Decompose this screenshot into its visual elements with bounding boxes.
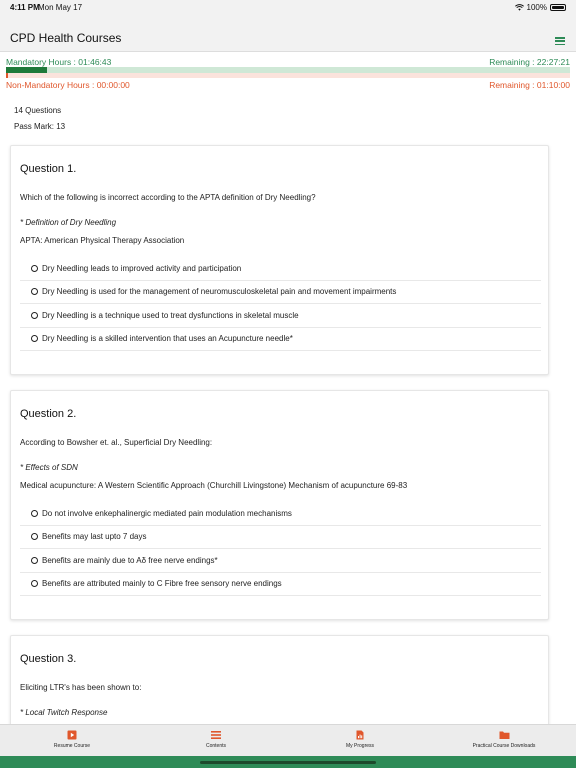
radio-button-icon[interactable]	[31, 335, 38, 342]
answer-option[interactable]	[20, 281, 541, 305]
tab-contents[interactable]	[144, 730, 288, 749]
question-reference: APTA: American Physical Therapy Association	[20, 236, 185, 245]
question-title: Question 1.	[20, 163, 77, 175]
question-card-2	[10, 390, 549, 620]
non-mandatory-progress-fill	[6, 73, 8, 78]
radio-button-icon[interactable]	[31, 557, 38, 564]
folder-icon	[499, 730, 510, 740]
non-mandatory-remaining-label: Remaining : 01:10:00	[489, 80, 570, 90]
tab-my-progress[interactable]	[288, 730, 432, 749]
mandatory-remaining-label: Remaining : 22:27:21	[489, 57, 570, 67]
answer-option[interactable]	[20, 502, 541, 526]
non-mandatory-progress-bar	[6, 73, 570, 78]
status-time: 4:11 PM	[10, 3, 40, 12]
answer-option-label: Benefits may last upto 7 days	[42, 532, 147, 542]
hamburger-menu-icon[interactable]	[555, 37, 565, 45]
radio-button-icon[interactable]	[31, 312, 38, 319]
answer-options	[20, 257, 541, 351]
play-video-icon	[67, 730, 77, 740]
question-reference: Medical acupuncture: A Western Scientific Approach (Churchill Livingstone) Mechanism of acupuncture 69-83	[20, 481, 408, 490]
question-note: * Definition of Dry Needling	[20, 218, 117, 227]
tab-label: Resume Course	[53, 743, 91, 749]
tab-label: My Progress	[345, 743, 375, 749]
tab-label: Practical Course Downloads	[472, 743, 536, 749]
answer-option-label: Benefits are mainly due to Aδ free nerve endings*	[42, 555, 218, 565]
answer-option[interactable]	[20, 304, 541, 328]
question-text: According to Bowsher et. al., Superficial Dry Needling:	[20, 438, 213, 447]
bottom-tab-bar	[0, 724, 576, 756]
progress-report-icon	[355, 730, 365, 740]
status-right	[515, 3, 566, 12]
radio-button-icon[interactable]	[31, 580, 38, 587]
mandatory-hours-label: Mandatory Hours : 01:46:43	[6, 57, 112, 67]
tab-practical-course-downloads[interactable]	[432, 730, 576, 749]
question-title: Question 2.	[20, 408, 77, 420]
battery-percent: 100%	[526, 3, 547, 12]
radio-button-icon[interactable]	[31, 533, 38, 540]
non-mandatory-hours-label: Non-Mandatory Hours : 00:00:00	[6, 80, 130, 90]
answer-option[interactable]	[20, 573, 541, 597]
radio-button-icon[interactable]	[31, 265, 38, 272]
pass-mark: Pass Mark: 13	[14, 122, 66, 131]
answer-option-label: Dry Needling is a technique used to treat dysfunctions in skeletal muscle	[42, 310, 299, 320]
radio-button-icon[interactable]	[31, 510, 38, 517]
home-indicator[interactable]	[200, 761, 376, 764]
tab-resume-course[interactable]	[0, 730, 144, 749]
question-card-1	[10, 145, 549, 375]
status-date: Mon May 17	[38, 3, 83, 12]
list-icon	[211, 730, 221, 740]
answer-option-label: Do not involve enkephalinergic mediated pain modulation mechanisms	[42, 508, 292, 518]
answer-options	[20, 502, 541, 596]
wifi-icon	[515, 4, 524, 11]
radio-button-icon[interactable]	[31, 288, 38, 295]
answer-option-label: Benefits are attributed mainly to C Fibre free sensory nerve endings	[42, 579, 282, 589]
questions-count: 14 Questions	[14, 106, 62, 115]
answer-option-label: Dry Needling leads to improved activity and participation	[42, 263, 242, 273]
question-text: Eliciting LTR's has been shown to:	[20, 683, 142, 692]
question-title: Question 3.	[20, 653, 77, 665]
answer-option[interactable]	[20, 526, 541, 550]
status-bar	[0, 0, 576, 16]
answer-option[interactable]	[20, 257, 541, 281]
answer-option-label: Dry Needling is used for the management of neuromusculoskeletal pain and movement impairments	[42, 287, 397, 297]
page-title: CPD Health Courses	[10, 31, 122, 45]
answer-option-label: Dry Needling is a skilled intervention that uses an Acupuncture needle*	[42, 334, 293, 344]
answer-option[interactable]	[20, 328, 541, 352]
tab-label: Contents	[205, 743, 226, 749]
nav-bar	[0, 16, 576, 52]
question-text: Which of the following is incorrect according to the APTA definition of Dry Needling?	[20, 193, 316, 202]
answer-option[interactable]	[20, 549, 541, 573]
question-note: * Effects of SDN	[20, 463, 78, 472]
battery-icon	[550, 4, 566, 11]
question-note: * Local Twitch Response	[20, 708, 108, 717]
